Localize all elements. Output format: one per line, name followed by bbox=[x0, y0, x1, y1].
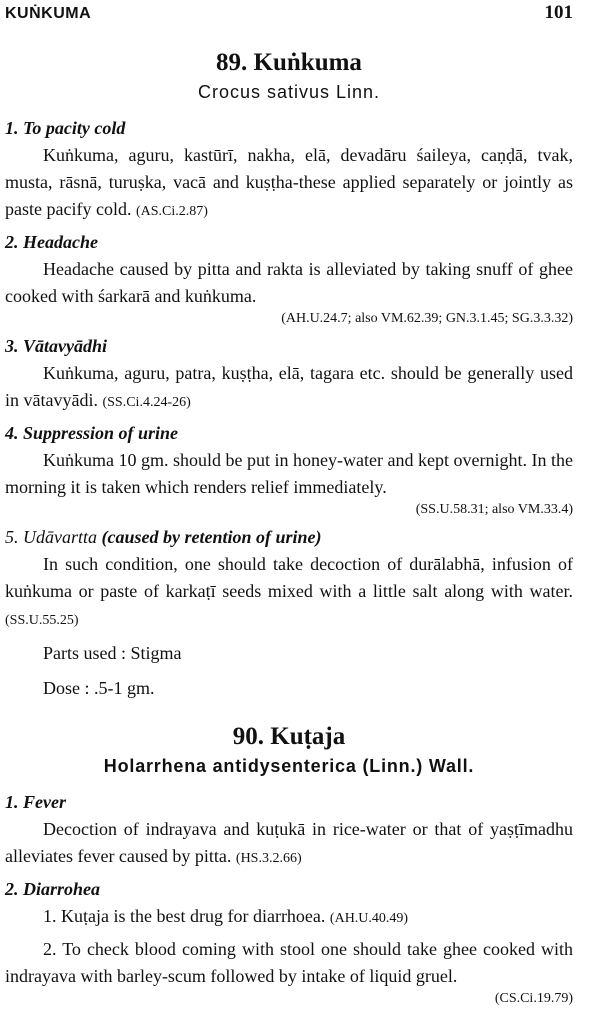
entry-heading: 1. To pacity cold bbox=[5, 118, 126, 138]
entry-heading: 5. Udāvartta (caused by retention of urine) bbox=[5, 527, 322, 547]
reference: (HS.3.2.66) bbox=[235, 851, 302, 866]
section-90 bbox=[5, 722, 573, 1009]
section-subtitle: Holarrhena antidysenterica (Linn.) Wall. bbox=[103, 756, 475, 776]
page-number: 101 bbox=[544, 2, 573, 23]
entry-text: 2. To check blood coming with stool one should take ghee cooked with indrayava with barley-scum followed by intake of liquid gruel. bbox=[5, 939, 573, 986]
entry-fever bbox=[5, 791, 573, 872]
entry-text: Kuṅkuma 10 gm. should be put in honey-water and kept overnight. In the morning it is taken which renders relief immediately. bbox=[5, 450, 573, 497]
entry-text: Decoction of indrayava and kuṭukā in rice-water or that of yaṣṭīmadhu alleviates fever caused by pitta. (HS.3.2.66) bbox=[5, 819, 573, 866]
reference: (SS.U.58.31; also VM.33.4) bbox=[415, 502, 573, 517]
entry-suppression-of-urine bbox=[5, 422, 573, 520]
entry-text: In such condition, one should take decoction of durālabhā, infusion of kuṅkuma or paste of karkaṭī seeds mixed with a little salt along with water. (SS.U.55.25) bbox=[5, 554, 573, 628]
section-title: 89. Kuṅkuma bbox=[216, 49, 362, 76]
entry-vatavyadhi bbox=[5, 335, 573, 416]
section-title: 90. Kuṭaja bbox=[232, 723, 346, 750]
reference: (AH.U.24.7; also VM.62.39; GN.3.1.45; SG.3.3.32) bbox=[281, 311, 573, 326]
entry-heading: 2. Diarrohea bbox=[5, 879, 101, 899]
reference: (AS.Ci.2.87) bbox=[135, 204, 208, 219]
entry-to-pacify-cold bbox=[5, 117, 573, 225]
reference: (CS.Ci.19.79) bbox=[494, 991, 573, 1006]
entry-heading: 2. Headache bbox=[5, 232, 98, 252]
entry-udavartta bbox=[5, 526, 573, 634]
entry-heading: 4. Suppression of urine bbox=[5, 423, 179, 443]
entry-text: Kuṅkuma, aguru, kastūrī, nakha, elā, devadāru śaileya, caṇḍā, tvak, musta, rāsnā, turuṣka, vacā and kuṣṭha-these applied separately or jointly as paste pacify cold. (AS.Ci.2.87) bbox=[5, 145, 573, 219]
running-head: KUṄKUMA bbox=[5, 5, 92, 22]
entry-headache bbox=[5, 231, 573, 329]
entry-heading: 1. Fever bbox=[5, 792, 66, 812]
page-header bbox=[5, 0, 573, 30]
dose: Dose : .5-1 gm. bbox=[43, 678, 155, 698]
reference: (SS.U.55.25) bbox=[5, 613, 79, 628]
parts-used: Parts used : Stigma bbox=[43, 643, 182, 663]
entry-text: 1. Kuṭaja is the best drug for diarrhoea. (AH.U.40.49) bbox=[43, 906, 409, 926]
entry-text: Kuṅkuma, aguru, patra, kuṣṭha, elā, tagara etc. should be generally used in vātavyādi. (SS.Ci.4.24-26) bbox=[5, 363, 573, 410]
section-89 bbox=[5, 48, 573, 702]
section-subtitle: Crocus sativus Linn. bbox=[197, 82, 381, 102]
entry-text: Headache caused by pitta and rakta is alleviated by taking snuff of ghee cooked with śarkarā and kuṅkuma. bbox=[5, 259, 573, 306]
reference: (SS.Ci.4.24-26) bbox=[102, 395, 191, 410]
entry-heading: 3. Vātavyādhi bbox=[5, 336, 107, 356]
reference: (AH.U.40.49) bbox=[329, 911, 409, 926]
entry-diarrhoea bbox=[5, 878, 573, 1009]
